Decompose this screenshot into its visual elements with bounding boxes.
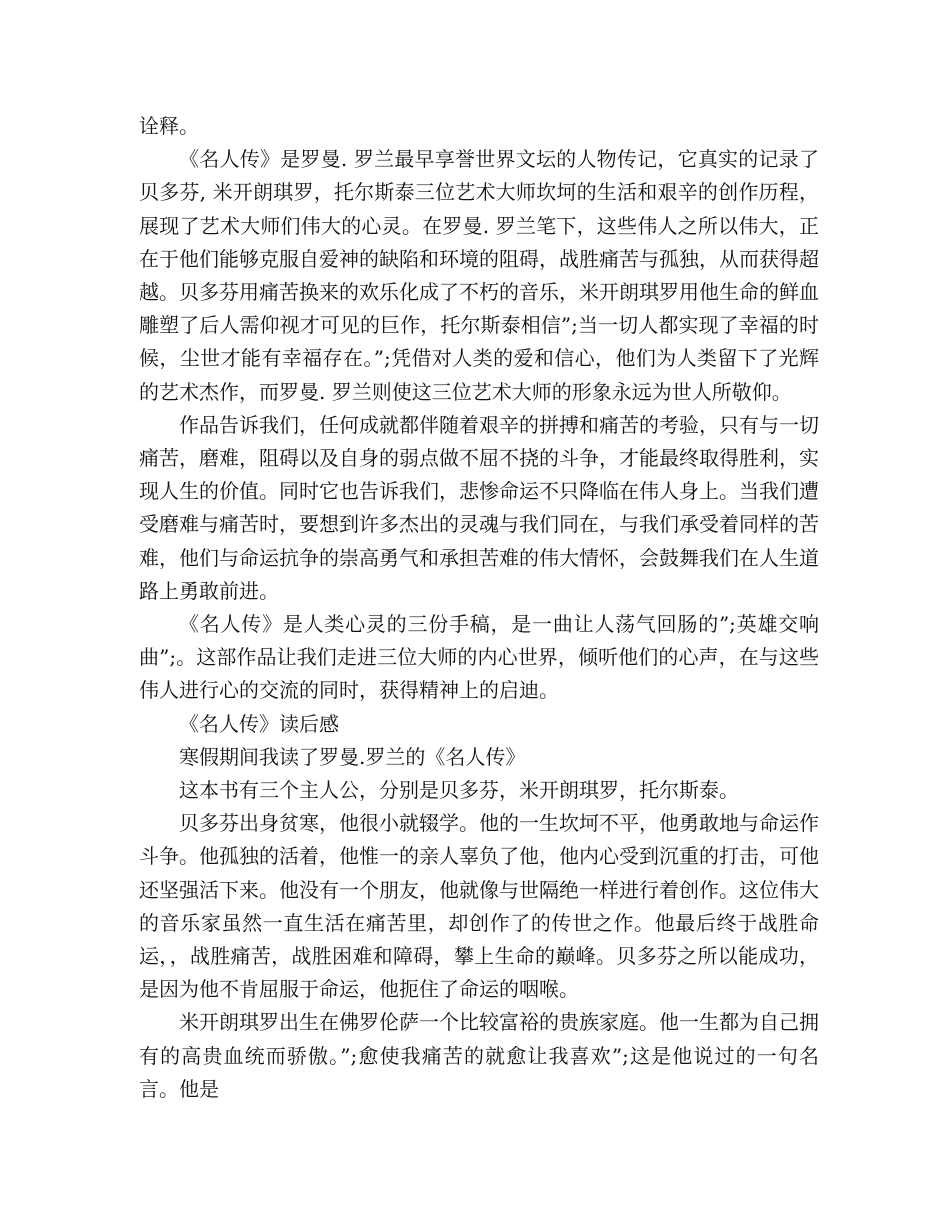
paragraph-7: 这本书有三个主人公，分别是贝多芬，米开朗琪罗，托尔斯泰。 [179,778,739,803]
paragraph-4: 《名人传》是人类心灵的三份手稿，是一曲让人荡气回肠的”;英雄交响曲”;。这部作品让我们走进三位大师的内心世界，倾听他们的心声，在与这些伟人进行心的交流的同时，获得精神上的启迪。 [139,612,819,703]
paragraph-9: 米开朗琪罗出生在佛罗伦萨一个比较富裕的贵族家庭。他一生都为自己拥有的高贵血统而骄傲。”;愈使我痛苦的就愈让我喜欢”;这是他说过的一句名言。他是 [139,1010,819,1101]
document-body [139,110,819,1106]
paragraph-8: 贝多芬出身贫寒，他很小就辍学。他的一生坎坷不平，他勇敢地与命运作斗争。他孤独的活着，他惟一的亲人辜负了他，他内心受到沉重的打击，可他还坚强活下来。他没有一个朋友，他就像与世隔绝一样进行着创作。这位伟大的音乐家虽然一直生活在痛苦里，却创作了的传世之作。他最后终于战胜命运，，战胜痛苦，战胜困难和障碍，攀上生命的巅峰。贝多芬之所以能成功，是因为他不肯屈服于命运，他扼住了命运的咽喉。 [139,811,819,1002]
paragraph-2: 《名人传》是罗曼. 罗兰最早享誉世界文坛的人物传记，它真实的记录了贝多芬, 米开朗琪罗，托尔斯泰三位艺术大师坎坷的生活和艰辛的创作历程，展现了艺术大师们伟大的心灵。在罗曼. 罗兰笔下，这些伟人之所以伟大，正在于他们能够克服自爱神的缺陷和环境的阻碍，战胜痛苦与孤独，从而获得超越。贝多芬用痛苦换来的欢乐化成了不朽的音乐，米开朗琪罗用他生命的鲜血雕塑了后人需仰视才可见的巨作，托尔斯泰相信”;当一切人都实现了幸福的时候，尘世才能有幸福存在。”;凭借对人类的爱和信心，他们为人类留下了光辉的艺术杰作，而罗曼. 罗兰则使这三位艺术大师的形象永远为世人所敬仰。 [139,147,819,404]
paragraph-3: 作品告诉我们，任何成就都伴随着艰辛的拼搏和痛苦的考验，只有与一切痛苦，磨难，阻碍以及自身的弱点做不屈不挠的斗争，才能最终取得胜利，实现人生的价值。同时它也告诉我们，悲惨命运不只降临在伟人身上。当我们遭受磨难与痛苦时，要想到许多杰出的灵魂与我们同在，与我们承受着同样的苦难，他们与命运抗争的崇高勇气和承担苦难的伟大情怀，会鼓舞我们在人生道路上勇敢前进。 [139,412,819,603]
paragraph-1: 诠释。 [139,114,199,138]
paragraph-6: 寒假期间我读了罗曼.罗兰的《名人传》 [179,744,526,769]
section-heading: 《名人传》读后感 [179,711,339,736]
